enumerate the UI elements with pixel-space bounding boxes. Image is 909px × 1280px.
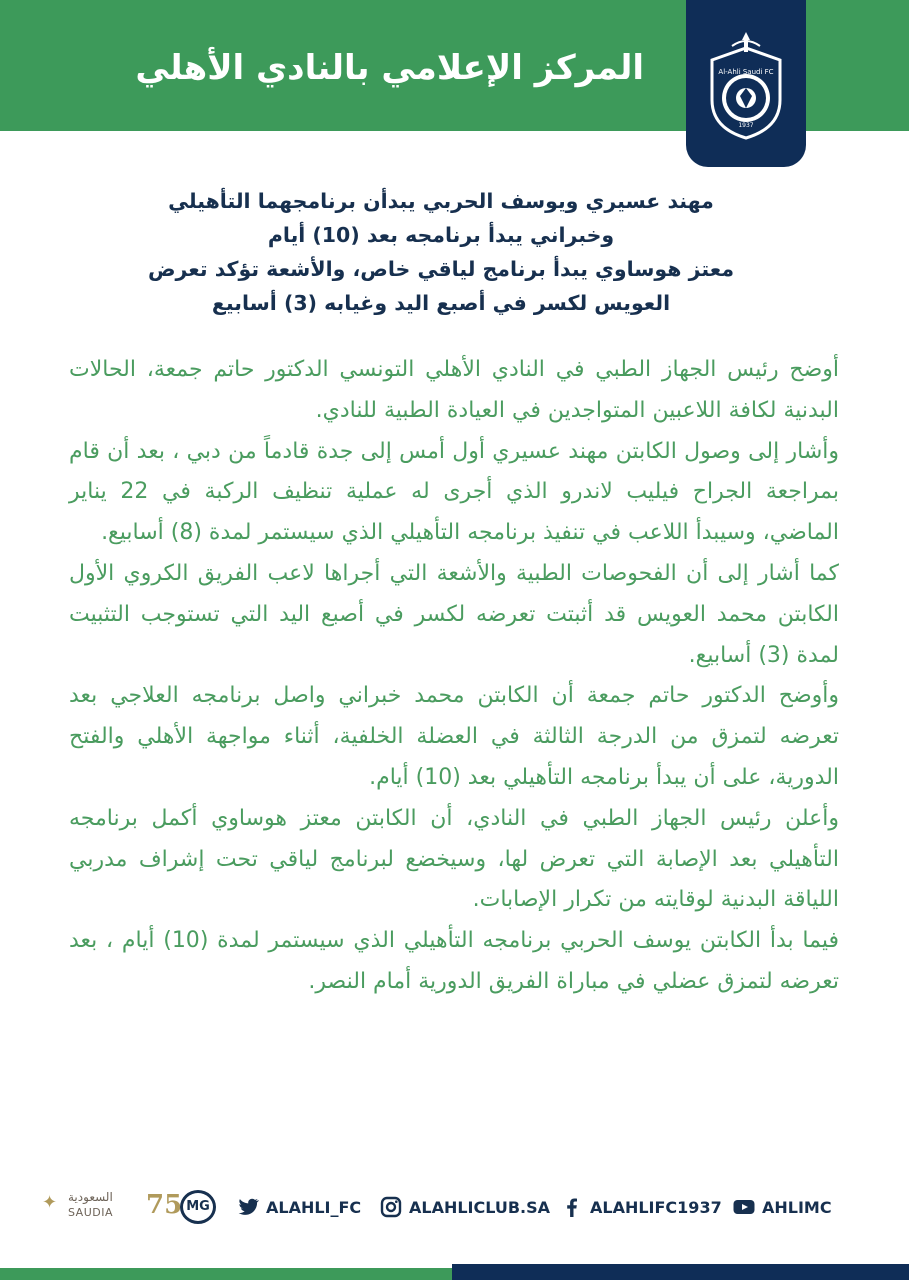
- paragraph: أوضح رئيس الجهاز الطبي في النادي الأهلي التونسي الدكتور حاتم جمعة، الحالات البدنية لكافة اللاعبين المتواجدين في العيادة الطبية للنادي.: [69, 357, 839, 423]
- headline-line: وخبراني يبدأ برنامجه بعد (10) أيام: [267, 223, 615, 247]
- club-crest-icon: [706, 30, 786, 142]
- paragraph: وأوضح الدكتور حاتم جمعة أن الكابتن محمد خبراني واصل برنامجه العلاجي بعد تعرضه لتمزق من الدرجة الثالثة في العضلة الخلفية، أثناء مواجهة الأهلي والفتح الدورية، على أن يبدأ برنامجه التأهيلي بعد (10) أيام.: [69, 683, 839, 790]
- saudia-sponsor-logo: [40, 1188, 183, 1228]
- saudia-arabic: السعودية: [68, 1190, 113, 1204]
- crest-text: Al-Ahli Saudi FC: [718, 68, 774, 76]
- crest-year: 1937: [738, 122, 754, 129]
- club-logo-tab: [686, 0, 806, 167]
- social-facebook[interactable]: [560, 1194, 722, 1220]
- instagram-icon: [379, 1195, 403, 1219]
- article-body: [69, 350, 839, 1003]
- bottom-bar-navy: [452, 1264, 909, 1280]
- instagram-handle: ALAHLICLUB.SA: [409, 1197, 551, 1217]
- mg-sponsor-logo: MG: [180, 1190, 216, 1224]
- headline-line: مهند عسيري ويوسف الحربي يبدأن برنامجهما التأهيلي: [168, 189, 714, 213]
- saudia-emblem-icon: ✦: [42, 1192, 58, 1213]
- header-title: المركز الإعلامي بالنادي الأهلي: [135, 48, 644, 88]
- headline-line: معتز هوساوي يبدأ برنامج لياقي خاص، والأشعة تؤكد تعرض: [147, 257, 735, 281]
- social-twitter[interactable]: [236, 1194, 361, 1220]
- saudia-english: SAUDIA: [68, 1206, 114, 1219]
- social-youtube[interactable]: [732, 1194, 832, 1220]
- paragraph: كما أشار إلى أن الفحوصات الطبية والأشعة التي أجراها لاعب الفريق الكروي الأول الكابتن محمد العويس قد أثبتت تعرضه لكسر في أصبع اليد التي تستوجب التثبيت لمدة (3) أسابيع.: [69, 560, 839, 668]
- social-instagram[interactable]: [379, 1194, 550, 1220]
- footer: [0, 1182, 909, 1230]
- facebook-handle: ALAHLIFC1937: [590, 1197, 722, 1217]
- twitter-handle: ALAHLI_FC: [266, 1197, 362, 1217]
- paragraph: وأشار إلى وصول الكابتن مهند عسيري أول أمس إلى جدة قادماً من دبي ، بعد أن قام بمراجعة الجراح فيليب لاندرو الذي أجرى له عملية تنظيف الركبة في 22 يناير الماضي، وسيبدأ اللاعب في تنفيذ برنامجه التأهيلي الذي سيستمر لمدة (8) أسابيع.: [69, 438, 839, 546]
- headline-line: العويس لكسر في أصبع اليد وغيابه (3) أسابيع: [211, 291, 671, 315]
- facebook-icon: [560, 1195, 584, 1219]
- headline: [81, 184, 801, 320]
- youtube-icon: [732, 1195, 756, 1219]
- saudia-anniversary: 75: [146, 1190, 183, 1220]
- bottom-bar-green: [0, 1268, 452, 1280]
- paragraph: وأعلن رئيس الجهاز الطبي في النادي، أن الكابتن معتز هوساوي أكمل برنامجه التأهيلي بعد الإصابة التي تعرض لها، وسيخضع لبرنامج لياقي تحت إشراف مدربي اللياقة البدنية لوقايته من تكرار الإصابات.: [69, 805, 839, 913]
- paragraph: فيما بدأ الكابتن يوسف الحربي برنامجه التأهيلي الذي سيستمر لمدة (10) أيام ، بعد تعرضه لتمزق عضلي في مباراة الفريق الدورية أمام النصر.: [69, 928, 839, 994]
- twitter-icon: [236, 1195, 260, 1219]
- youtube-handle: AHLIMC: [762, 1197, 832, 1217]
